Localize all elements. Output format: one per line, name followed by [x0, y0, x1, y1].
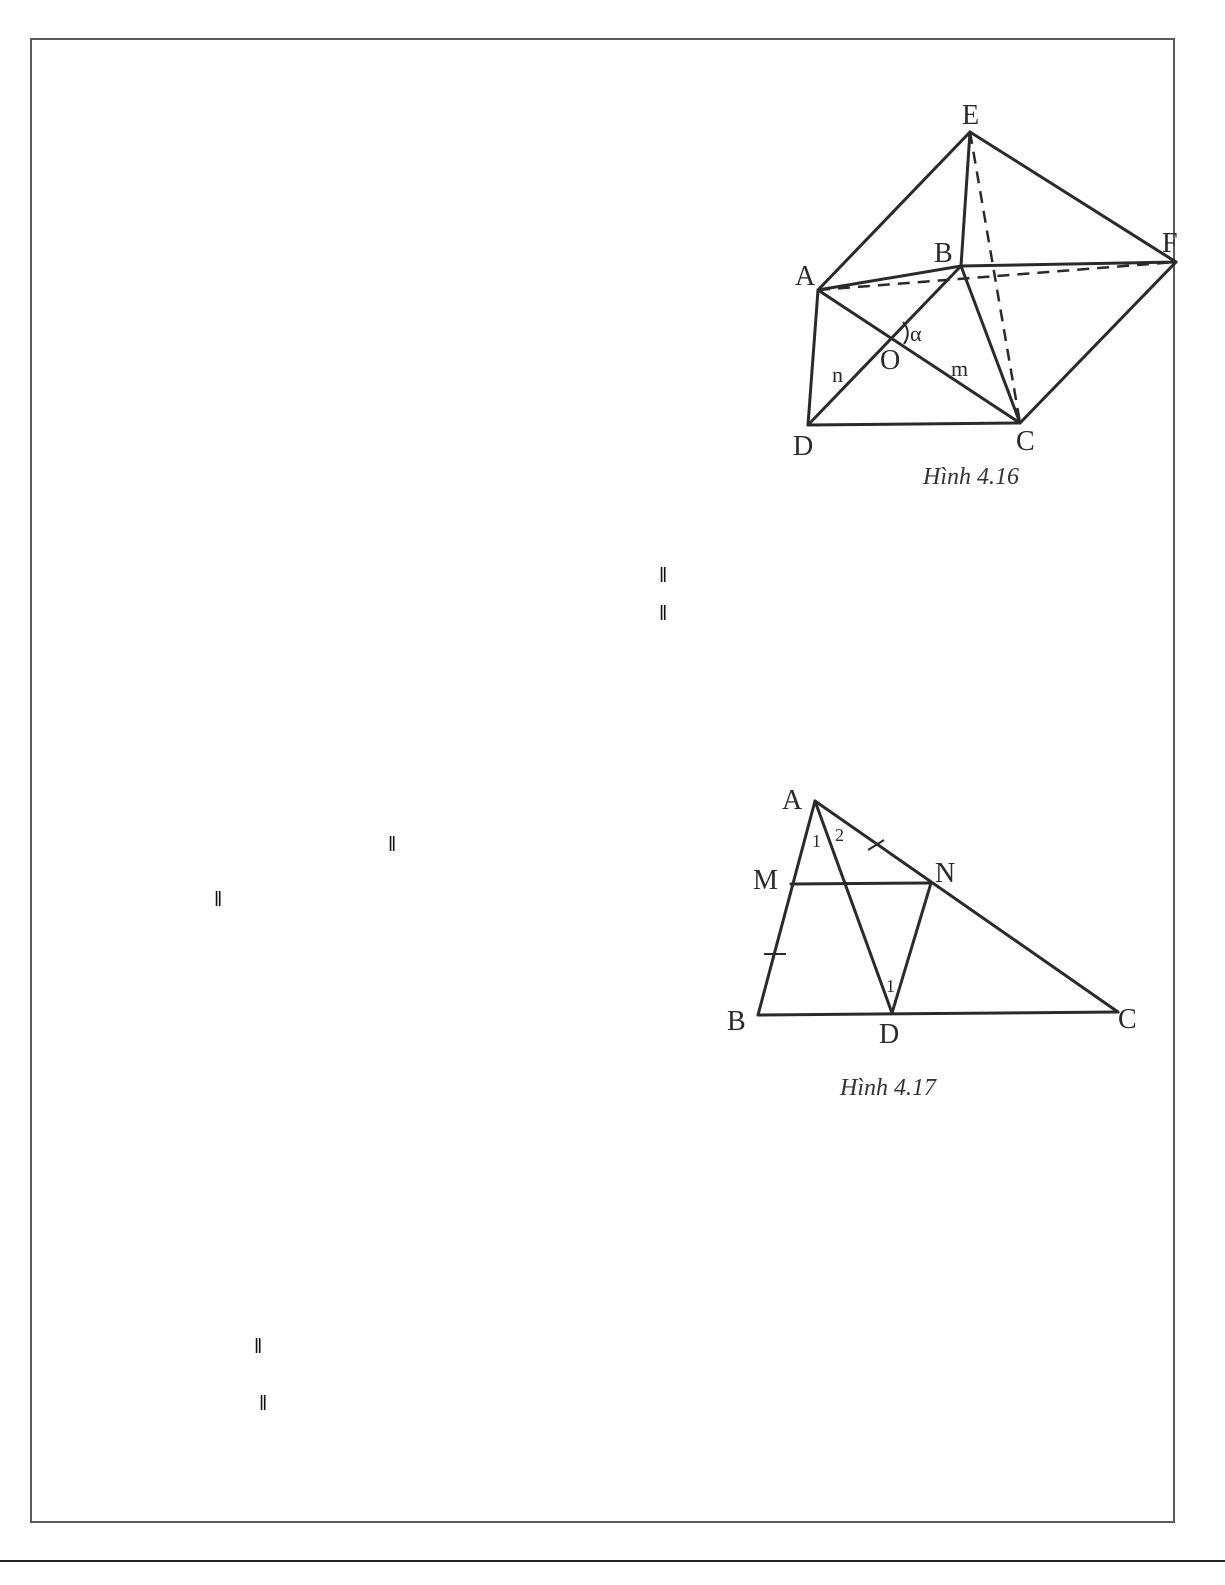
label-D: D: [793, 431, 814, 462]
label-E: E: [962, 100, 980, 131]
label-F: F: [1162, 228, 1178, 259]
dashed-EC: [970, 132, 1020, 423]
label-N: N: [935, 858, 956, 889]
figure-4-17-caption: Hình 4.17: [840, 1075, 936, 1101]
figure-4-16: [780, 95, 1200, 475]
label-B: B: [934, 238, 953, 269]
edge-BC: [961, 266, 1020, 423]
label-C: C: [1016, 426, 1035, 457]
angle-label-1-at-A: 1: [812, 831, 821, 851]
label-A: A: [782, 785, 803, 816]
label-A: A: [795, 261, 816, 292]
edge-DC: [808, 423, 1020, 425]
figure-4-17-diagram: [720, 775, 1160, 1055]
parallel-symbol: ǁ: [214, 889, 223, 911]
segment-MN: [791, 883, 931, 884]
figure-4-16-diagram: [780, 95, 1200, 475]
bottom-rule: [0, 1560, 1225, 1562]
label-D: D: [879, 1019, 900, 1050]
figure-4-16-caption: Hình 4.16: [923, 464, 1019, 490]
angle-label-2-at-A: 2: [835, 825, 844, 845]
label-O: O: [880, 345, 901, 376]
parallel-symbol: ǁ: [659, 603, 668, 625]
edge-FC: [1020, 262, 1176, 423]
segment-ND: [892, 883, 931, 1013]
figure-4-17: [720, 775, 1160, 1055]
edge-AB: [758, 801, 815, 1015]
label-n: n: [832, 362, 843, 387]
parallel-symbol: ǁ: [254, 1336, 263, 1358]
label-alpha: α: [910, 321, 922, 346]
edge-AC: [815, 801, 1118, 1012]
edge-EB: [961, 132, 970, 266]
segment-AD: [815, 801, 892, 1013]
angle-label-1-at-D: 1: [886, 976, 895, 996]
parallel-symbol: ǁ: [388, 834, 397, 856]
label-B: B: [727, 1006, 746, 1037]
parallel-symbol: ǁ: [659, 565, 668, 587]
edge-BC: [758, 1012, 1118, 1015]
parallel-symbol: ǁ: [259, 1393, 268, 1415]
label-C: C: [1118, 1004, 1137, 1035]
edge-EF: [970, 132, 1176, 262]
edge-AD: [808, 290, 818, 425]
label-m: m: [951, 356, 969, 381]
label-M: M: [753, 865, 778, 896]
